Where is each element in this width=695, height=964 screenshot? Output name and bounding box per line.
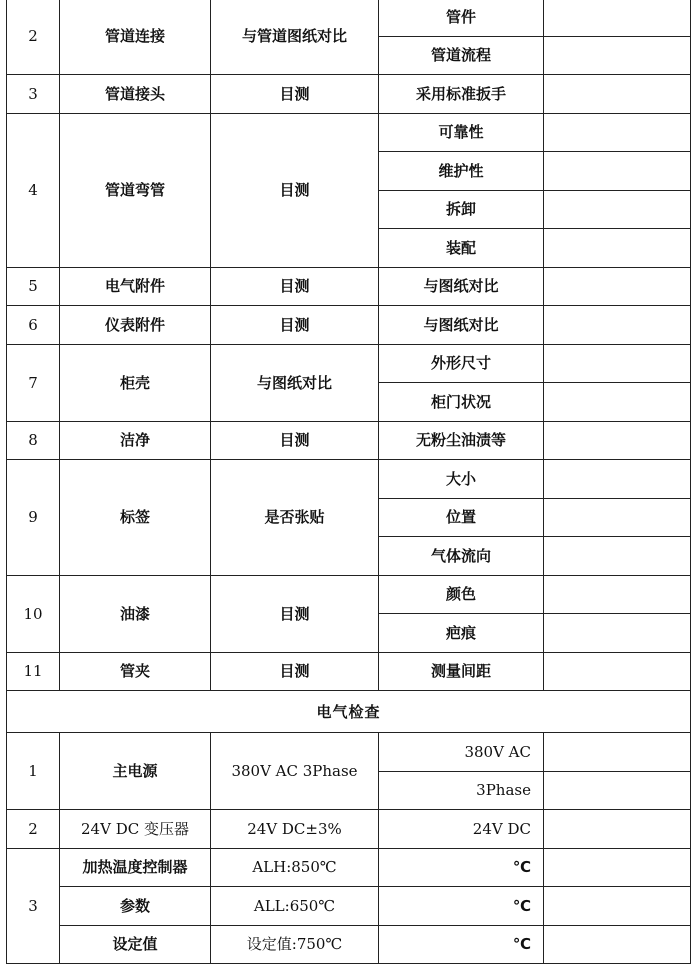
check-point: 拆卸 — [379, 190, 544, 229]
check-point: 采用标准扳手 — [379, 75, 544, 114]
check-point: 与图纸对比 — [379, 267, 544, 306]
inspection-item: 电气附件 — [60, 267, 211, 306]
inspection-item: 24V DC 变压器 — [60, 810, 211, 849]
inspection-method: 目测 — [211, 267, 379, 306]
row-number: 2 — [7, 0, 60, 75]
check-point: 位置 — [379, 498, 544, 537]
result-cell[interactable] — [544, 733, 691, 772]
check-point: 与图纸对比 — [379, 306, 544, 345]
table-row — [7, 344, 691, 383]
inspection-item: 管道连接 — [60, 0, 211, 75]
result-cell[interactable] — [544, 0, 691, 36]
inspection-method: ALL:650℃ — [211, 887, 379, 926]
table-row — [7, 306, 691, 345]
inspection-item: 管道接头 — [60, 75, 211, 114]
inspection-method: 是否张贴 — [211, 460, 379, 576]
table-row — [7, 887, 691, 926]
row-number: 5 — [7, 267, 60, 306]
inspection-method: 24V DC±3% — [211, 810, 379, 849]
inspection-method: 与图纸对比 — [211, 344, 379, 421]
check-point: 外形尺寸 — [379, 344, 544, 383]
check-point: 颜色 — [379, 575, 544, 614]
result-cell[interactable] — [544, 498, 691, 537]
check-point: ℃ — [379, 925, 544, 964]
check-point: 管道流程 — [379, 36, 544, 75]
result-cell[interactable] — [544, 537, 691, 576]
inspection-item: 标签 — [60, 460, 211, 576]
inspection-item: 加热温度控制器 — [60, 848, 211, 887]
result-cell[interactable] — [544, 771, 691, 810]
check-point: 24V DC — [379, 810, 544, 849]
section-title: 电气检查 — [7, 691, 691, 733]
result-cell[interactable] — [544, 113, 691, 152]
inspection-method: 设定值:750℃ — [211, 925, 379, 964]
result-cell[interactable] — [544, 652, 691, 691]
check-point: 380V AC — [379, 733, 544, 772]
result-cell[interactable] — [544, 848, 691, 887]
inspection-item: 管道弯管 — [60, 113, 211, 267]
inspection-method: 与管道图纸对比 — [211, 0, 379, 75]
row-number: 10 — [7, 575, 60, 652]
result-cell[interactable] — [544, 810, 691, 849]
inspection-table — [6, 0, 691, 964]
row-number: 7 — [7, 344, 60, 421]
inspection-method: 目测 — [211, 575, 379, 652]
check-point: ℃ — [379, 887, 544, 926]
result-cell[interactable] — [544, 190, 691, 229]
table-row — [7, 0, 691, 36]
row-number: 2 — [7, 810, 60, 849]
result-cell[interactable] — [544, 306, 691, 345]
inspection-item: 油漆 — [60, 575, 211, 652]
check-point: 3Phase — [379, 771, 544, 810]
section-header-row — [7, 691, 691, 733]
inspection-item: 柜壳 — [60, 344, 211, 421]
inspection-method: 380V AC 3Phase — [211, 733, 379, 810]
table-row — [7, 460, 691, 499]
result-cell[interactable] — [544, 152, 691, 191]
row-number: 9 — [7, 460, 60, 576]
inspection-item: 参数 — [60, 887, 211, 926]
table-row — [7, 810, 691, 849]
check-point: 测量间距 — [379, 652, 544, 691]
inspection-method: 目测 — [211, 652, 379, 691]
result-cell[interactable] — [544, 383, 691, 422]
result-cell[interactable] — [544, 614, 691, 653]
check-point: 管件 — [379, 0, 544, 36]
row-number: 11 — [7, 652, 60, 691]
inspection-method: 目测 — [211, 75, 379, 114]
result-cell[interactable] — [544, 925, 691, 964]
check-point: 疤痕 — [379, 614, 544, 653]
check-point: 柜门状况 — [379, 383, 544, 422]
row-number: 3 — [7, 848, 60, 964]
table-row — [7, 733, 691, 772]
result-cell[interactable] — [544, 267, 691, 306]
inspection-item: 仪表附件 — [60, 306, 211, 345]
table-row — [7, 267, 691, 306]
check-point: 无粉尘油渍等 — [379, 421, 544, 460]
row-number: 3 — [7, 75, 60, 114]
row-number: 8 — [7, 421, 60, 460]
table-row — [7, 925, 691, 964]
inspection-item: 管夹 — [60, 652, 211, 691]
check-point: 装配 — [379, 229, 544, 268]
check-point: 气体流向 — [379, 537, 544, 576]
inspection-method: 目测 — [211, 113, 379, 267]
table-row — [7, 652, 691, 691]
table-row — [7, 421, 691, 460]
row-number: 6 — [7, 306, 60, 345]
inspection-item: 设定值 — [60, 925, 211, 964]
table-row — [7, 113, 691, 152]
result-cell[interactable] — [544, 75, 691, 114]
check-point: 可靠性 — [379, 113, 544, 152]
row-number: 4 — [7, 113, 60, 267]
result-cell[interactable] — [544, 421, 691, 460]
table-row — [7, 575, 691, 614]
inspection-item: 洁净 — [60, 421, 211, 460]
row-number: 1 — [7, 733, 60, 810]
table-row — [7, 75, 691, 114]
result-cell[interactable] — [544, 344, 691, 383]
result-cell[interactable] — [544, 887, 691, 926]
inspection-method: 目测 — [211, 306, 379, 345]
result-cell[interactable] — [544, 460, 691, 499]
inspection-item: 主电源 — [60, 733, 211, 810]
table-row — [7, 848, 691, 887]
inspection-method: 目测 — [211, 421, 379, 460]
inspection-method: ALH:850℃ — [211, 848, 379, 887]
result-cell[interactable] — [544, 575, 691, 614]
result-cell[interactable] — [544, 36, 691, 75]
check-point: 维护性 — [379, 152, 544, 191]
result-cell[interactable] — [544, 229, 691, 268]
check-point: ℃ — [379, 848, 544, 887]
check-point: 大小 — [379, 460, 544, 499]
